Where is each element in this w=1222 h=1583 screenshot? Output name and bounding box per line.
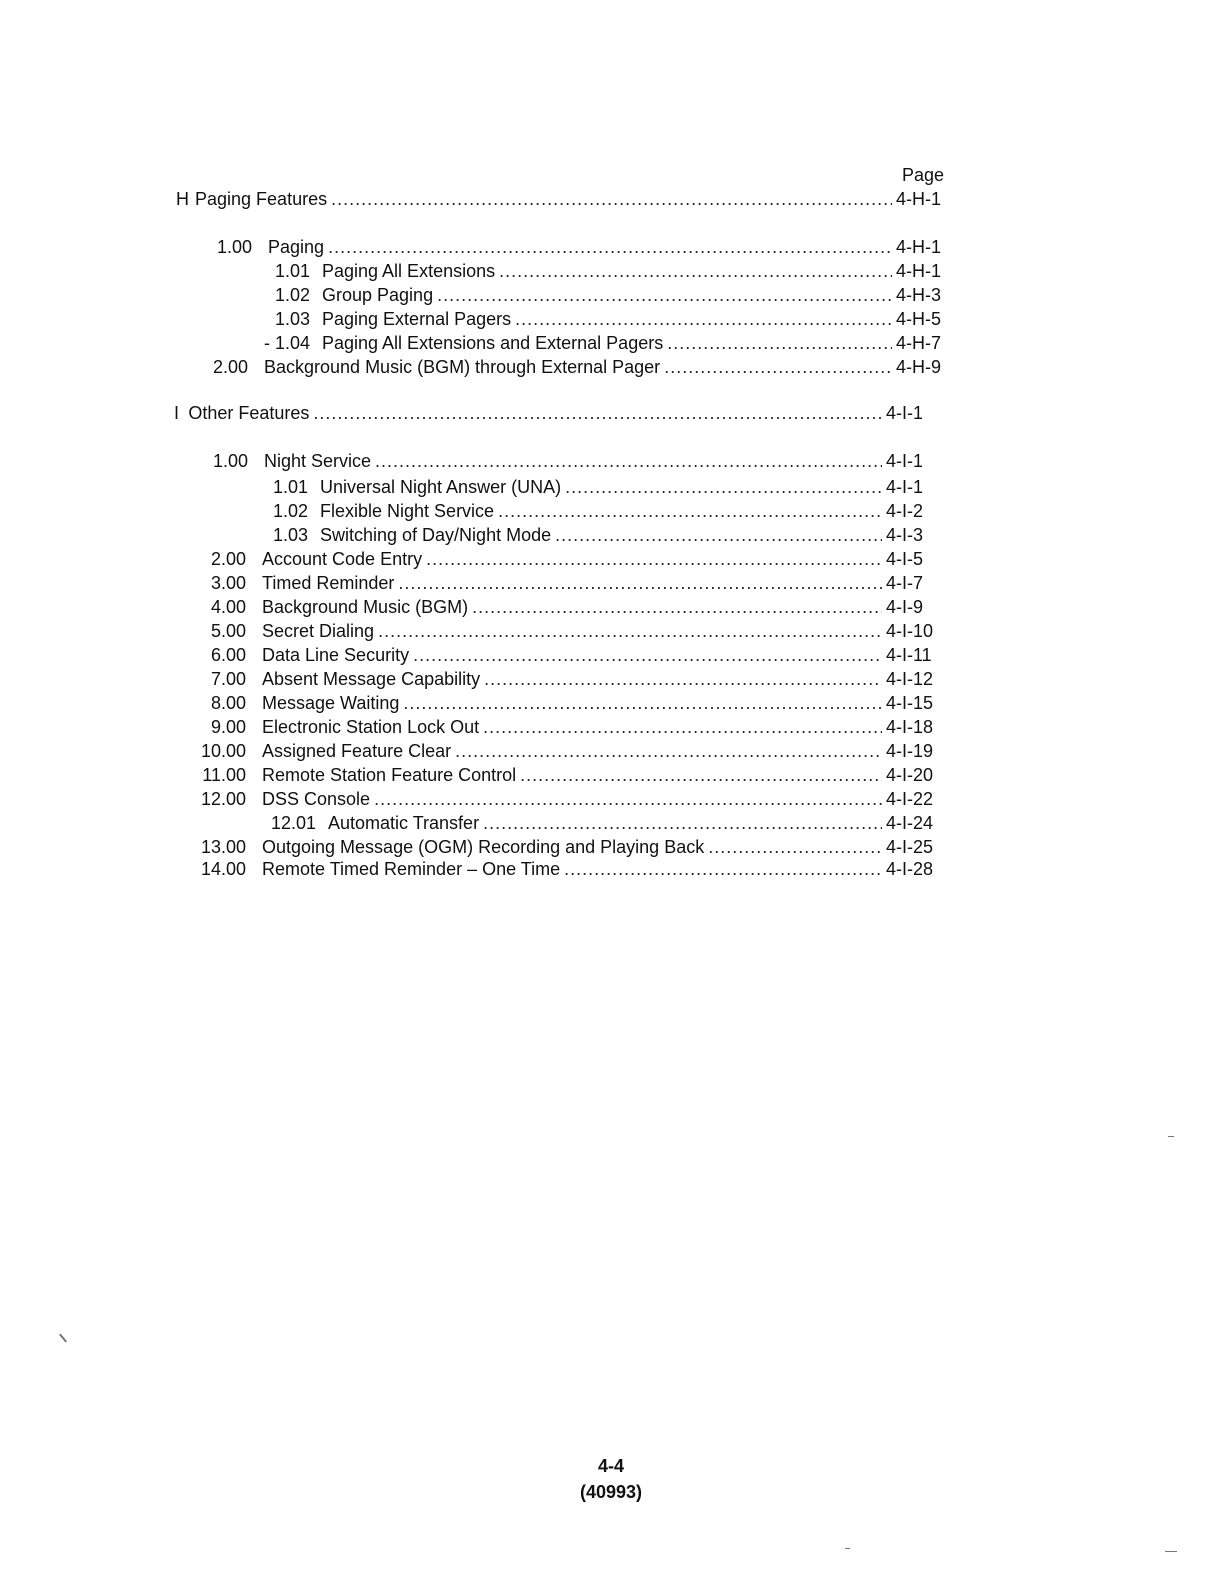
entry-number: 1.01 bbox=[272, 477, 308, 497]
dot-leader bbox=[565, 476, 882, 498]
dot-leader bbox=[499, 260, 892, 282]
entry-title: Background Music (BGM) bbox=[262, 597, 469, 617]
entry-number: 6.00 bbox=[210, 645, 246, 665]
scan-speck bbox=[59, 1334, 67, 1343]
entry-number: 12.00 bbox=[200, 789, 246, 809]
dot-leader bbox=[483, 716, 882, 738]
toc-entry bbox=[246, 332, 954, 354]
toc-entry bbox=[196, 356, 954, 378]
entry-number: 9.00 bbox=[210, 717, 246, 737]
dot-leader bbox=[708, 836, 882, 858]
entry-title: Message Waiting bbox=[262, 693, 400, 713]
entry-page: 4-I-10 bbox=[886, 621, 934, 641]
toc-entry bbox=[184, 788, 944, 810]
entry-title: Absent Message Capability bbox=[262, 669, 481, 689]
entry-number: 7.00 bbox=[210, 669, 246, 689]
entry-page: 4-H-1 bbox=[896, 237, 942, 257]
entry-number: 1.03 bbox=[274, 309, 310, 329]
dot-leader bbox=[378, 620, 882, 642]
dot-leader bbox=[403, 692, 882, 714]
entry-page: 4-H-3 bbox=[896, 285, 942, 305]
entry-title: Universal Night Answer (UNA) bbox=[320, 477, 562, 497]
entry-page: 4-I-5 bbox=[886, 549, 924, 569]
entry-page: 4-H-1 bbox=[896, 261, 942, 281]
entry-number: 4.00 bbox=[210, 597, 246, 617]
entry-page: 4-I-24 bbox=[886, 813, 934, 833]
entry-title: Secret Dialing bbox=[262, 621, 375, 641]
entry-title: Timed Reminder bbox=[262, 573, 395, 593]
entry-page: 4-H-7 bbox=[896, 333, 942, 353]
footer-page-number: 4-4 bbox=[597, 1456, 624, 1476]
entry-page: 4-H-9 bbox=[896, 357, 942, 377]
dot-leader bbox=[328, 236, 892, 258]
dot-leader bbox=[520, 764, 882, 786]
toc-entry bbox=[184, 740, 944, 762]
toc-entry bbox=[200, 236, 954, 258]
toc-entry bbox=[194, 548, 944, 570]
entry-title: Night Service bbox=[264, 451, 372, 471]
entry-number: 10.00 bbox=[200, 741, 246, 761]
toc-entry bbox=[256, 260, 954, 282]
dot-leader bbox=[564, 858, 882, 880]
entry-number: 1.02 bbox=[272, 501, 308, 521]
dot-leader bbox=[375, 450, 882, 472]
entry-page: 4-I-20 bbox=[886, 765, 934, 785]
toc-entry bbox=[184, 836, 944, 858]
dot-leader bbox=[437, 284, 892, 306]
entry-title: Group Paging bbox=[322, 285, 434, 305]
entry-number: 3.00 bbox=[210, 573, 246, 593]
toc-entry bbox=[194, 644, 944, 666]
entry-page: 4-I-12 bbox=[886, 669, 934, 689]
entry-title: Electronic Station Lock Out bbox=[262, 717, 480, 737]
dot-leader bbox=[483, 812, 882, 834]
toc-entry bbox=[194, 620, 944, 642]
dot-leader bbox=[374, 788, 882, 810]
scan-speck bbox=[845, 1548, 850, 1549]
entry-title: Remote Timed Reminder – One Time bbox=[262, 859, 561, 879]
entry-page: 4-I-3 bbox=[886, 525, 924, 545]
entry-title: Paging All Extensions and External Pagers bbox=[322, 333, 664, 353]
dot-leader bbox=[331, 188, 892, 210]
toc-entry bbox=[196, 450, 944, 472]
entry-number: 13.00 bbox=[200, 837, 246, 857]
toc-entry bbox=[254, 500, 944, 522]
entry-title: Flexible Night Service bbox=[320, 501, 495, 521]
dot-leader bbox=[398, 572, 882, 594]
toc-entry bbox=[254, 476, 944, 498]
entry-page: 4-I-11 bbox=[886, 645, 932, 665]
entry-title: Background Music (BGM) through External Pager bbox=[264, 357, 661, 377]
entry-number: 12.01 bbox=[270, 813, 316, 833]
entry-page: 4-I-18 bbox=[886, 717, 934, 737]
entry-number: 11.00 bbox=[202, 765, 246, 785]
toc-entry bbox=[254, 524, 944, 546]
entry-title: Paging All Extensions bbox=[322, 261, 496, 281]
toc-entry bbox=[256, 308, 954, 330]
toc-entry bbox=[194, 572, 944, 594]
toc-entry bbox=[262, 812, 944, 834]
scan-speck bbox=[1168, 1136, 1174, 1137]
toc-entry bbox=[184, 858, 944, 880]
entry-title: Remote Station Feature Control bbox=[262, 765, 517, 785]
entry-number: 1.00 bbox=[216, 237, 252, 257]
entry-number: 2.00 bbox=[210, 549, 246, 569]
entry-title: Account Code Entry bbox=[262, 549, 423, 569]
section-letter: H bbox=[176, 189, 189, 209]
scan-speck bbox=[1165, 1551, 1177, 1552]
dot-leader bbox=[515, 308, 892, 330]
entry-title: Automatic Transfer bbox=[328, 813, 480, 833]
dot-leader bbox=[555, 524, 882, 546]
dot-leader bbox=[455, 740, 882, 762]
toc-entry bbox=[184, 764, 944, 786]
footer-doc-code: (40993) bbox=[579, 1482, 643, 1502]
entry-number: 1.02 bbox=[274, 285, 310, 305]
entry-title: Assigned Feature Clear bbox=[262, 741, 452, 761]
dot-leader bbox=[667, 332, 892, 354]
entry-page: 4-I-2 bbox=[886, 501, 924, 521]
entry-title: Switching of Day/Night Mode bbox=[320, 525, 552, 545]
entry-number: 1.00 bbox=[212, 451, 248, 471]
dot-leader bbox=[664, 356, 892, 378]
toc-entry bbox=[194, 716, 944, 738]
entry-page: 4-I-15 bbox=[886, 693, 934, 713]
toc-section-h bbox=[176, 188, 954, 210]
toc-entry bbox=[194, 692, 944, 714]
entry-page: 4-I-25 bbox=[886, 837, 934, 857]
dot-leader bbox=[484, 668, 882, 690]
dot-leader bbox=[498, 500, 882, 522]
dot-leader bbox=[313, 402, 882, 424]
section-letter: I bbox=[174, 403, 180, 423]
entry-number: 1.01 bbox=[274, 261, 310, 281]
entry-page: 4-H-5 bbox=[896, 309, 942, 329]
entry-number: 14.00 bbox=[200, 859, 246, 879]
section-page: 4-I-1 bbox=[886, 403, 924, 423]
dot-leader bbox=[472, 596, 882, 618]
entry-page: 4-I-1 bbox=[886, 477, 924, 497]
entry-number: 2.00 bbox=[212, 357, 248, 377]
toc-entry bbox=[256, 284, 954, 306]
section-title: Other Features bbox=[188, 403, 310, 423]
dot-leader bbox=[426, 548, 882, 570]
entry-number: 5.00 bbox=[210, 621, 246, 641]
dot-leader bbox=[413, 644, 882, 666]
entry-page: 4-I-9 bbox=[886, 597, 924, 617]
entry-number: 8.00 bbox=[210, 693, 246, 713]
toc-entry bbox=[194, 668, 944, 690]
section-title: Paging Features bbox=[195, 189, 328, 209]
entry-title: Outgoing Message (OGM) Recording and Playing Back bbox=[262, 837, 705, 857]
entry-title: DSS Console bbox=[262, 789, 371, 809]
entry-page: 4-I-1 bbox=[886, 451, 924, 471]
entry-title: Paging External Pagers bbox=[322, 309, 512, 329]
page-column-header: Page bbox=[902, 165, 945, 185]
toc-section-i bbox=[174, 402, 944, 424]
entry-number: - 1.04 bbox=[263, 333, 310, 353]
toc-entry bbox=[194, 596, 944, 618]
entry-page: 4-I-7 bbox=[886, 573, 924, 593]
entry-page: 4-I-19 bbox=[886, 741, 934, 761]
entry-number: 1.03 bbox=[272, 525, 308, 545]
entry-title: Data Line Security bbox=[262, 645, 410, 665]
entry-title: Paging bbox=[268, 237, 325, 257]
entry-page: 4-I-28 bbox=[886, 859, 934, 879]
section-page: 4-H-1 bbox=[896, 189, 942, 209]
entry-page: 4-I-22 bbox=[886, 789, 934, 809]
